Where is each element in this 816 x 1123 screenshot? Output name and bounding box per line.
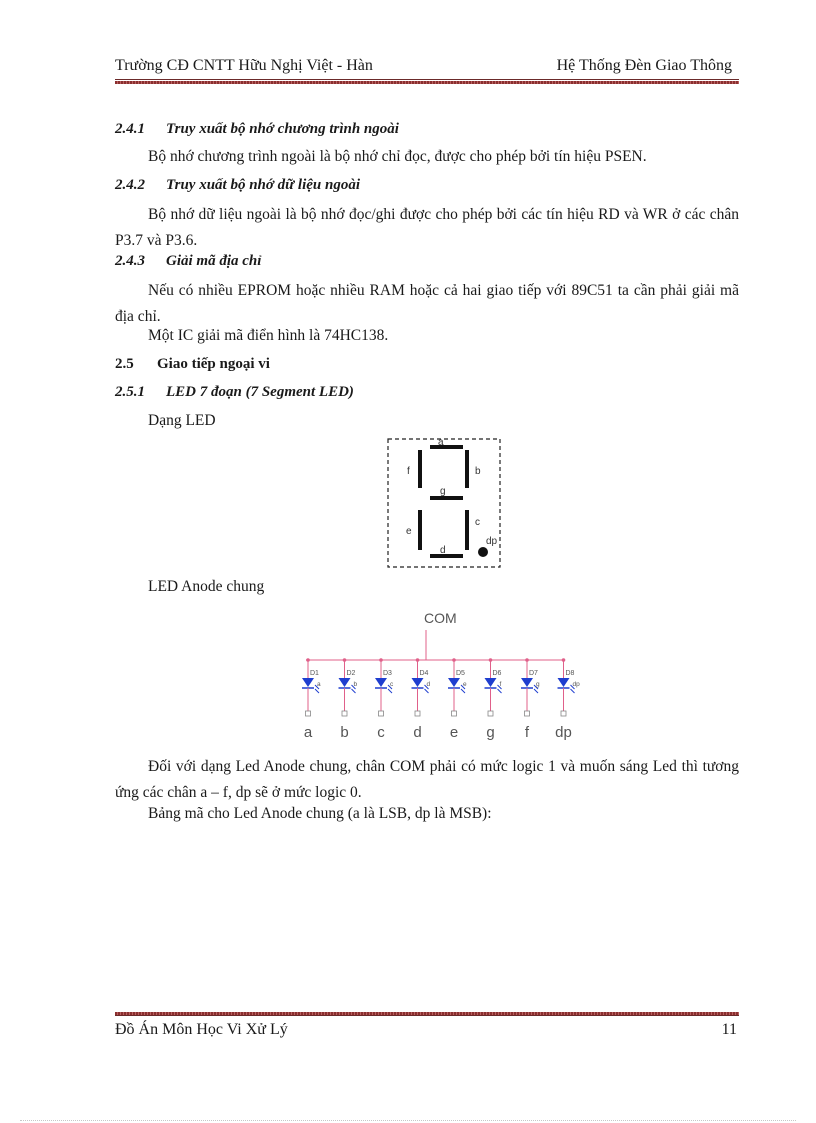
- diode-light-arrow: [534, 689, 538, 693]
- pin-label-d: d: [413, 724, 422, 741]
- diode-array: [302, 658, 580, 716]
- pin-terminal: [452, 711, 457, 716]
- diode-id-label: D4: [419, 670, 429, 677]
- segment-g: [430, 496, 463, 500]
- diode-symbol: [521, 678, 533, 687]
- page-number: 11: [721, 1021, 737, 1038]
- segment-e: [418, 510, 422, 550]
- paragraph-2-4-3-a: Nếu có nhiều EPROM hoặc nhiều RAM hoặc cả hai giao tiếp với 89C51 ta cần phải giải mã địa chỉ.: [115, 282, 739, 325]
- diode-symbol: [448, 678, 460, 687]
- label-seg-c: c: [475, 517, 480, 528]
- diode-seg-label: f: [499, 681, 502, 688]
- heading-number: 2.4.2: [115, 177, 145, 193]
- pin-terminal: [342, 711, 347, 716]
- heading-number: 2.5: [115, 356, 134, 372]
- diode-seg-label: a: [317, 681, 321, 688]
- diode-id-label: D2: [346, 670, 356, 677]
- diode-seg-label: g: [536, 681, 540, 688]
- heading-number: 2.4.1: [115, 121, 145, 137]
- header-rule: [115, 79, 739, 84]
- label-seg-a: a: [438, 437, 444, 448]
- diode-d1: [302, 658, 321, 716]
- diode-light-arrow: [315, 689, 319, 693]
- diode-id-label: D3: [383, 670, 392, 677]
- diode-d8: [558, 658, 581, 716]
- pin-terminal: [415, 711, 420, 716]
- diode-light-arrow: [498, 689, 502, 693]
- diode-symbol: [485, 678, 497, 687]
- diode-id-label: D8: [565, 670, 575, 677]
- diode-id-label: D7: [529, 670, 538, 677]
- header-school: Trường CĐ CNTT Hữu Nghị Việt - Hàn: [115, 57, 373, 74]
- diode-d4: [412, 658, 431, 716]
- label-seg-dp: dp: [486, 536, 498, 547]
- pin-terminal: [306, 711, 311, 716]
- com-label: COM: [424, 610, 457, 626]
- heading-2-4-3: [115, 253, 261, 270]
- heading-title: Giao tiếp ngoại vi: [157, 356, 270, 372]
- diode-light-arrow: [388, 689, 392, 693]
- heading-number: 2.5.1: [115, 384, 145, 400]
- paragraph-2-4-1: Bộ nhớ chương trình ngoài là bộ nhớ chỉ đọc, được cho phép bởi tín hiệu PSEN.: [148, 148, 647, 165]
- pin-terminal: [379, 711, 384, 716]
- segment-a: [430, 445, 463, 449]
- footer-course: Đồ Án Môn Học Vi Xử Lý: [115, 1021, 288, 1038]
- diode-d7: [521, 658, 540, 716]
- pin-label-dp: dp: [555, 724, 572, 741]
- diode-symbol: [339, 678, 351, 687]
- diode-seg-label: e: [463, 681, 467, 688]
- diode-id-label: D6: [492, 670, 502, 677]
- label-anode-chung: LED Anode chung: [148, 578, 265, 595]
- segment-dp: [478, 547, 488, 557]
- diode-seg-label: dp: [572, 681, 580, 688]
- footer-rule: [115, 1011, 739, 1016]
- pin-label-a: a: [303, 724, 313, 741]
- label-seg-f: f: [407, 466, 410, 477]
- diode-d6: [485, 658, 502, 716]
- pin-terminal: [561, 711, 566, 716]
- diode-seg-label: d: [426, 681, 431, 688]
- paragraph-bang-ma: Bảng mã cho Led Anode chung (a là LSB, dp là MSB):: [148, 805, 492, 822]
- segment-d: [430, 554, 463, 558]
- diode-symbol: [302, 678, 314, 687]
- pin-label-b: b: [340, 724, 349, 741]
- diode-d2: [339, 658, 358, 716]
- pin-terminal: [488, 711, 493, 716]
- label-seg-b: b: [475, 466, 481, 477]
- diode-symbol: [558, 678, 570, 687]
- paragraph-2-4-2: Bộ nhớ dữ liệu ngoài là bộ nhớ đọc/ghi được cho phép bởi các tín hiệu RD và WR ở các chân P3.7 và P3.6.: [115, 206, 739, 249]
- segment-c: [465, 510, 469, 550]
- paragraph-2-4-3-b: Một IC giải mã điển hình là 74HC138.: [148, 327, 389, 344]
- page-edge: [20, 1120, 796, 1121]
- segment-b: [465, 450, 469, 488]
- diode-d5: [448, 658, 467, 716]
- diode-light-arrow: [571, 689, 575, 693]
- heading-title: Truy xuất bộ nhớ dữ liệu ngoài: [166, 177, 361, 193]
- pin-label-g: g: [486, 724, 495, 741]
- heading-number: 2.4.3: [115, 253, 145, 269]
- diode-seg-label: b: [353, 681, 358, 688]
- heading-title: Giải mã địa chỉ: [166, 253, 262, 269]
- label-seg-d: d: [440, 545, 446, 556]
- diode-symbol: [375, 678, 387, 687]
- segment-f: [418, 450, 422, 488]
- diode-id-label: D5: [456, 670, 465, 677]
- pin-terminal: [525, 711, 530, 716]
- label-seg-e: e: [406, 526, 412, 537]
- pin-labels: [304, 724, 572, 741]
- diode-light-arrow: [352, 689, 356, 693]
- heading-2-4-1: [115, 121, 399, 138]
- heading-2-5: [115, 356, 270, 373]
- heading-title: Truy xuất bộ nhớ chương trình ngoài: [166, 121, 399, 137]
- pin-label-e: e: [449, 724, 459, 741]
- header-title: Hệ Thống Đèn Giao Thông: [556, 57, 732, 74]
- diode-light-arrow: [461, 689, 465, 693]
- pin-label-f: f: [524, 724, 530, 741]
- diode-seg-label: c: [390, 681, 394, 688]
- diode-d3: [375, 658, 394, 716]
- label-dang-led: Dạng LED: [148, 412, 216, 429]
- pin-label-c: c: [377, 724, 385, 741]
- diode-symbol: [412, 678, 424, 687]
- common-anode-circuit: [298, 606, 598, 746]
- diode-light-arrow: [425, 689, 429, 693]
- label-seg-g: g: [440, 486, 446, 497]
- heading-title: LED 7 đoạn (7 Segment LED): [166, 384, 354, 400]
- heading-2-4-2: [115, 177, 360, 194]
- heading-2-5-1: [115, 384, 354, 401]
- diode-id-label: D1: [310, 670, 319, 677]
- seven-segment-diagram: [385, 436, 503, 570]
- paragraph-anode-desc: Đối với dạng Led Anode chung, chân COM phải có mức logic 1 và muốn sáng Led thì tương ứng các chân a – f, dp sẽ ở mức logic 0.: [115, 758, 739, 801]
